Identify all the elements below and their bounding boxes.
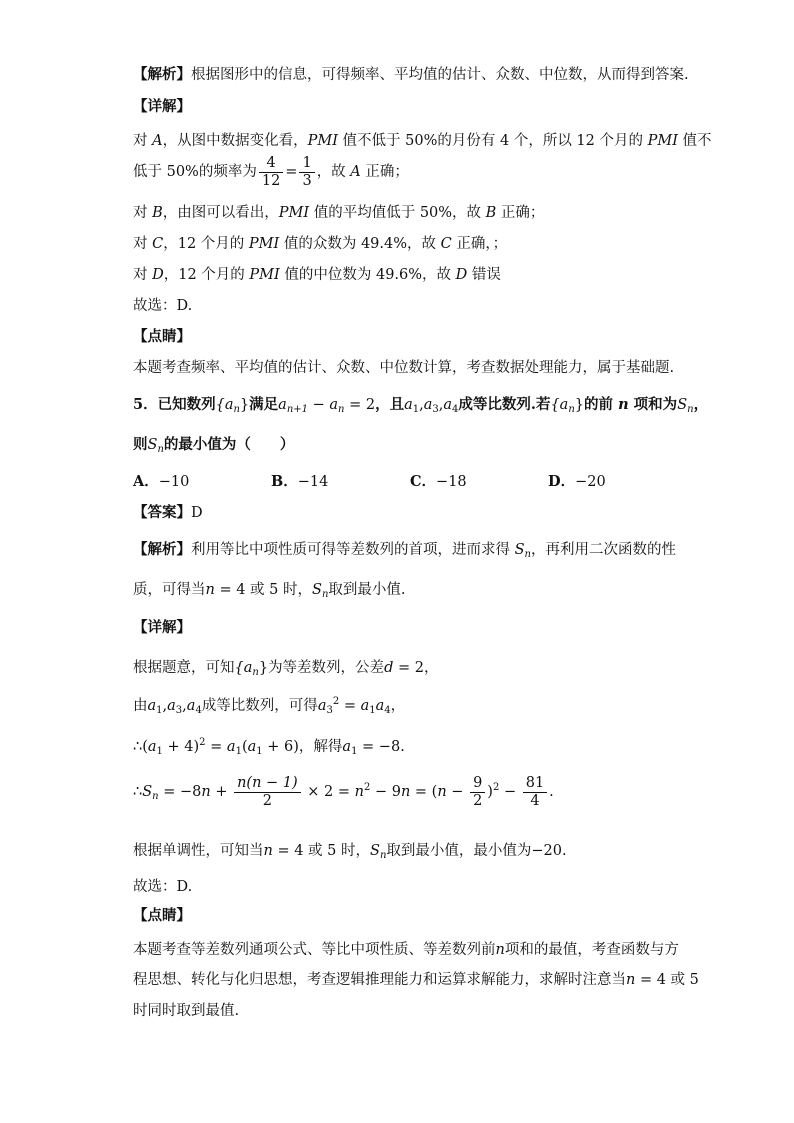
text: 5．已知数列 (133, 396, 216, 413)
text: 为等差数列，公差 (268, 660, 385, 676)
text: 则 (133, 436, 148, 453)
var: a (247, 739, 257, 755)
comma: , (182, 698, 187, 714)
op: − (499, 784, 521, 800)
analysis-tag: 【解析】 (133, 67, 191, 83)
q5-comment-line2 (133, 970, 699, 990)
detail-tag: 【详解】 (133, 99, 191, 115)
comment-tag: 【点睛】 (133, 329, 191, 345)
frac-num: 9 (470, 775, 485, 793)
text: 根据题意，可知 (133, 660, 235, 676)
sup: 2 (199, 737, 206, 748)
q4-option-a-line1 (133, 131, 712, 151)
sub: n (338, 404, 345, 415)
pmi: PMI (278, 205, 310, 221)
frac-num: 4 (259, 155, 283, 173)
fraction-81-over-4 (523, 775, 547, 810)
var: a (167, 698, 176, 714)
sub: n (568, 404, 575, 415)
var-s: S (147, 437, 158, 453)
text: ， (693, 396, 709, 413)
op: = 2 (344, 397, 376, 413)
q5-comment-tag (133, 906, 191, 926)
text: ) (487, 784, 493, 800)
q5-answer-line2: 故选：D. (133, 879, 193, 895)
sub: n+1 (286, 404, 308, 415)
sub: 1 (235, 746, 242, 757)
var: a (147, 739, 157, 755)
pmi: PMI (248, 236, 280, 252)
option-c (410, 472, 467, 492)
dot: . (562, 843, 567, 859)
q4-analysis-line (133, 65, 689, 85)
text: 对 (133, 267, 153, 283)
text: 取到最小值，最小值为 (386, 843, 532, 859)
op: = (339, 698, 361, 714)
text: + 6) (262, 739, 299, 755)
var-d: D (152, 267, 164, 283)
var: a (423, 397, 433, 413)
text: 值的平均值低于 50%，故 (309, 205, 486, 221)
var: a (404, 397, 413, 413)
sub: 4 (195, 705, 202, 716)
text: 值不 (677, 133, 712, 149)
var-s: S (677, 397, 688, 413)
text: 由 (133, 698, 148, 714)
text: 利用等比中项性质可得等差数列的首项，进而求得 (191, 542, 515, 558)
sub: 1 (156, 705, 163, 716)
sub: n (157, 444, 164, 455)
text: 低于 50%的频率为 (133, 164, 257, 180)
q5-analysis-line1 (133, 540, 676, 560)
text: ，故 (316, 164, 351, 180)
text: = −8 (357, 739, 401, 755)
sub: n (233, 404, 240, 415)
frac-den: 2 (473, 792, 483, 809)
frac-num: n(n − 1) (234, 775, 301, 793)
sub: 3 (326, 705, 333, 716)
text: 本题考查等差数列通项公式、等比中项性质、等差数列前 (133, 942, 496, 958)
text: 根据单调性，可知当 (133, 843, 264, 859)
var: a (342, 739, 352, 755)
var: a (147, 698, 157, 714)
q5-detail-line2 (133, 696, 405, 716)
var: a (278, 397, 287, 413)
answer-tag: 【答案】 (133, 505, 191, 521)
text: 对 (133, 236, 153, 252)
fraction-n-n-1-over-2 (234, 775, 301, 810)
option-label: D． (548, 473, 576, 490)
sub: n (152, 791, 159, 802)
text: = ( (410, 784, 438, 800)
option-value: −18 (436, 474, 467, 490)
var: a (443, 397, 453, 413)
sub: 1 (351, 746, 358, 757)
text: 错误 (467, 267, 501, 283)
var-n: n (263, 843, 273, 859)
sub: n (524, 549, 531, 560)
text: 成等比数列，可得 (201, 698, 318, 714)
text: = 4 或 5 (635, 972, 699, 988)
var-d: D (455, 267, 468, 283)
q5-detail-line5 (133, 841, 567, 861)
text: 正确； (360, 164, 409, 180)
comment-tag: 【点睛】 (133, 908, 191, 924)
sub: 4 (384, 705, 391, 716)
text: × 2 = (302, 784, 355, 800)
pmi: PMI (647, 133, 678, 149)
frac-den: 12 (261, 172, 281, 189)
var-n: n (495, 942, 505, 958)
q4-option-b-line (133, 203, 544, 223)
sub: 1 (412, 404, 420, 415)
var: a (317, 698, 327, 714)
var-a: A (152, 133, 163, 149)
text: 满足 (249, 396, 279, 413)
sub: n (379, 850, 387, 861)
text: 对 (133, 133, 153, 149)
comma: , (419, 397, 424, 413)
var-n: n (437, 784, 447, 800)
option-b (271, 472, 328, 492)
var-s: S (514, 542, 525, 558)
text: 值的中位数为 49.6%，故 (279, 267, 456, 283)
q4-detail-tag (133, 97, 191, 117)
option-label: C． (410, 473, 437, 490)
text: ( (241, 739, 248, 755)
text: = 4 或 5 时， (214, 582, 312, 598)
q4-option-a-line2 (133, 152, 409, 192)
text: 成等比数列.若 (458, 396, 551, 413)
text: 值的众数为 49.4%，故 (279, 236, 441, 252)
text: 值不低于 50%的月份有 4 个，所以 12 个月的 (337, 133, 648, 149)
text: 正确，； (451, 236, 508, 252)
text: 对 (133, 205, 153, 221)
var-n: n (618, 396, 629, 413)
equals: = (285, 164, 298, 180)
sub: n (687, 404, 694, 415)
text: ，12 个月的 (163, 267, 250, 283)
q5-detail-line4 (133, 772, 554, 812)
q5-comment-line1 (133, 940, 679, 960)
text: 质，可得当 (133, 582, 206, 598)
seq-braces: {a (215, 397, 234, 413)
text: 项和的最值，考查函数与方 (504, 942, 679, 958)
text: −20 (531, 843, 562, 859)
option-d (548, 472, 606, 492)
brace: } (574, 397, 585, 413)
sub: 1 (156, 746, 163, 757)
q5-comment-line3: 时同时取到最值. (133, 1003, 240, 1019)
fraction-4-12 (259, 155, 283, 190)
analysis-tag: 【解析】 (133, 542, 191, 558)
var-c: C (152, 236, 164, 252)
q4-option-d-line (133, 265, 501, 285)
text: 程思想、转化与化归思想，考查逻辑推理能力和运算求解能力，求解时注意当 (133, 972, 626, 988)
comma: , (438, 397, 444, 413)
q5-analysis-line2 (133, 580, 406, 600)
var-b: B (152, 205, 163, 221)
frac-den: 3 (302, 172, 312, 189)
sub: 1 (256, 746, 263, 757)
brace: } (258, 660, 269, 676)
var-n: n (626, 972, 636, 988)
comma: , (162, 698, 168, 714)
var-s: S (142, 784, 153, 800)
var-s: S (370, 843, 380, 859)
q4-comment-tag (133, 327, 191, 347)
option-value: −14 (297, 474, 329, 490)
text: 的最小值为（ ） (163, 436, 295, 453)
dot: . (549, 784, 554, 800)
brace: } (239, 397, 250, 413)
text: ，12 个月的 (163, 236, 249, 252)
q5-answer-line (133, 503, 203, 523)
answer-value: D (191, 505, 203, 521)
q5-detail-line3 (133, 737, 405, 757)
sub: 4 (452, 404, 459, 415)
text: 的前 (584, 396, 619, 413)
var-b: B (485, 205, 497, 221)
sub: n (321, 589, 329, 600)
fraction-9-over-2 (470, 775, 485, 810)
op: + (210, 784, 233, 800)
option-a (133, 472, 189, 492)
analysis-text: 根据图形中的信息，可得频率、平均值的估计、众数、中位数，从而得到答案. (191, 67, 689, 83)
q5-stem-line1 (133, 395, 708, 415)
text: 项和为 (628, 396, 678, 413)
q5-stem-line2 (133, 435, 294, 455)
var: a (375, 698, 385, 714)
pmi: PMI (307, 133, 338, 149)
text: = 2， (393, 660, 439, 676)
text: ∴( (133, 739, 148, 755)
option-value: −20 (575, 474, 606, 490)
var-n: n (205, 582, 215, 598)
text: ∴ (133, 784, 143, 800)
q5-detail-line1 (133, 658, 438, 678)
text: = 4 或 5 时， (272, 843, 370, 859)
sub: 1 (369, 705, 376, 716)
var-n: n (400, 784, 411, 800)
text: = −8 (158, 784, 202, 800)
fraction-1-3 (299, 155, 314, 190)
text: ，从图中数据变化看， (162, 133, 308, 149)
text: + 4) (162, 739, 200, 755)
detail-tag: 【详解】 (133, 620, 191, 636)
q4-option-c-line (133, 234, 507, 254)
sub: 3 (175, 705, 183, 716)
frac-num: 1 (299, 155, 314, 173)
seq-braces: {a (234, 660, 253, 676)
pmi: PMI (249, 267, 280, 283)
var: a (226, 739, 236, 755)
q4-comment-text: 本题考查频率、平均值的估计、众数、中位数计算，考查数据处理能力，属于基础题. (133, 360, 675, 376)
op: − (446, 784, 469, 800)
var-c: C (440, 236, 452, 252)
var-a: A (350, 164, 361, 180)
q4-answer-line: 故选：D. (133, 298, 193, 314)
text: ， (390, 698, 406, 714)
var-s: S (312, 582, 322, 598)
option-value: −10 (158, 474, 190, 490)
seq-braces: {a (550, 397, 569, 413)
var-n: n (354, 784, 364, 800)
dot: . (400, 739, 405, 755)
text: ，解得 (298, 739, 343, 755)
sup: 2 (364, 782, 371, 793)
option-label: A． (133, 473, 159, 490)
text: ，再利用二次函数的性 (531, 542, 676, 558)
var-n: n (201, 784, 211, 800)
frac-den: 4 (530, 792, 540, 809)
frac-den: 2 (262, 792, 272, 809)
text: ，且 (375, 396, 405, 413)
option-label: B． (271, 473, 298, 490)
sup: 2 (332, 696, 340, 707)
sup: 2 (492, 782, 500, 793)
op: − (308, 397, 330, 413)
sub: 3 (432, 404, 439, 415)
var: a (186, 698, 196, 714)
text: 正确； (496, 205, 545, 221)
var: a (360, 698, 370, 714)
sub: n (252, 667, 259, 678)
text: 取到最小值. (328, 582, 406, 598)
text: − 9 (370, 784, 401, 800)
frac-num: 81 (523, 775, 547, 793)
op: = (205, 739, 227, 755)
q5-detail-tag (133, 618, 191, 638)
var-d: d (384, 660, 394, 676)
text: ，由图可以看出， (162, 205, 279, 221)
var: a (329, 397, 339, 413)
